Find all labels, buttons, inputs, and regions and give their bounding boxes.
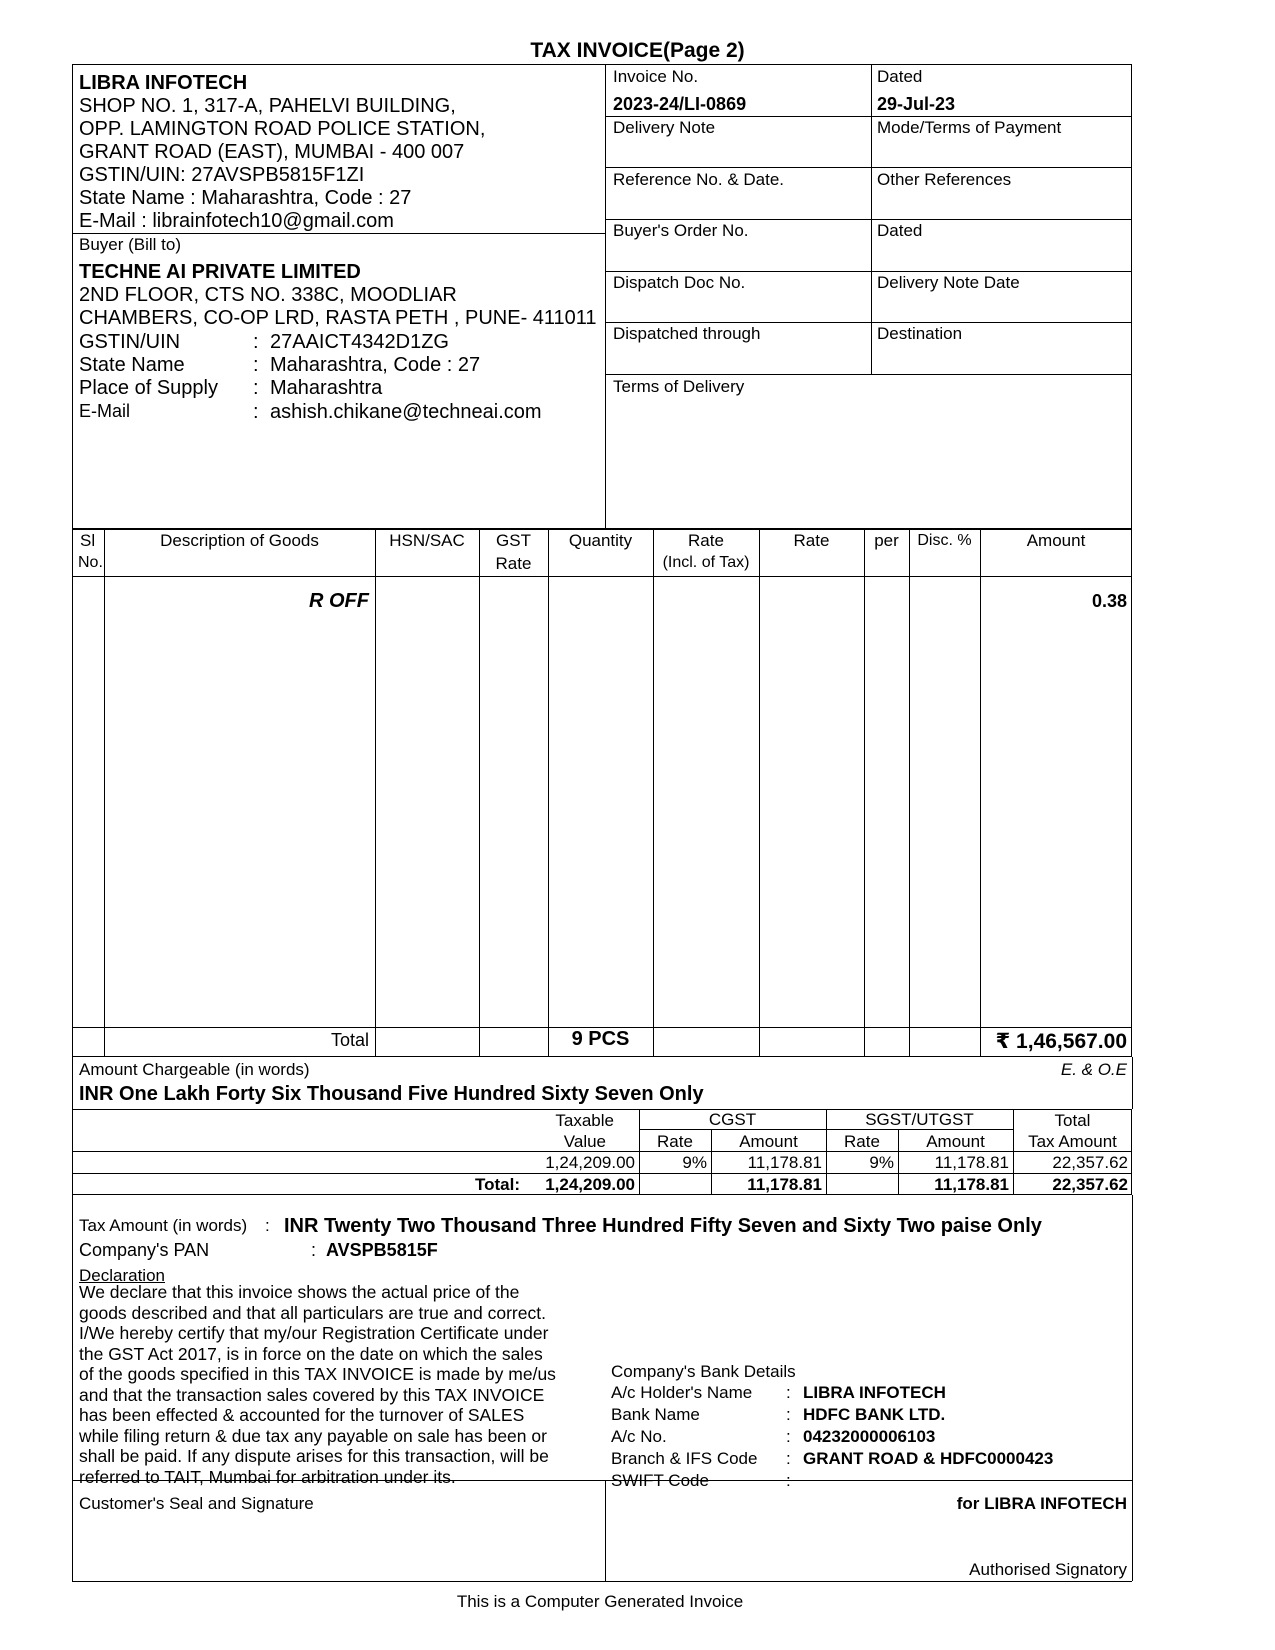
- total-tax-header-sub: Tax Amount: [1028, 1132, 1117, 1151]
- declaration-line: shall be paid. If any dispute arises for this transaction, will be: [79, 1446, 549, 1466]
- declaration-heading: Declaration: [79, 1266, 165, 1285]
- tax-total-label: Total:: [474, 1175, 520, 1194]
- buyer-email-value: ashish.chikane@techneai.com: [270, 401, 542, 423]
- total-tax-header: Total: [1054, 1111, 1091, 1130]
- declaration-line: referred to TAIT, Mumbai for arbitration under its.: [79, 1466, 456, 1487]
- bank-colon: :: [786, 1427, 791, 1446]
- page-title: TAX INVOICE(Page 2): [530, 39, 745, 62]
- cgst-rate-header: Rate: [657, 1132, 693, 1151]
- bank-value: HDFC BANK LTD.: [803, 1405, 946, 1424]
- taxable-value: 1,24,209.00: [545, 1153, 635, 1172]
- amount-words-value: INR One Lakh Forty Six Thousand Five Hundred Sixty Seven Only: [79, 1083, 704, 1105]
- seller-email: E-Mail : librainfotech10@gmail.com: [79, 210, 394, 232]
- declaration-line: has been effected & accounted for the turnover of SALES: [79, 1405, 525, 1425]
- col-rate: Rate: [793, 531, 830, 550]
- bank-label: SWIFT Code: [611, 1471, 709, 1490]
- seller-name: LIBRA INFOTECH: [79, 72, 248, 94]
- bank-colon: :: [786, 1471, 791, 1490]
- sgst-header: SGST/UTGST: [865, 1110, 974, 1129]
- col-sl: Sl: [80, 531, 96, 550]
- cgst-header: CGST: [708, 1110, 757, 1129]
- sgst-rate: 9%: [869, 1153, 894, 1172]
- seller-address-2: OPP. LAMINGTON ROAD POLICE STATION,: [79, 118, 486, 140]
- for-company-label: for LIBRA INFOTECH: [956, 1494, 1127, 1513]
- item-description: R OFF: [309, 590, 369, 612]
- buyer-colon: :: [253, 354, 259, 376]
- col-quantity: Quantity: [568, 531, 633, 550]
- delivery-note: Delivery Note: [613, 118, 716, 137]
- item-amount: 0.38: [1091, 591, 1127, 611]
- cgst-amount: 11,178.81: [747, 1153, 822, 1172]
- declaration-line: goods described and that all particulars are true and correct.: [79, 1302, 546, 1323]
- buyer-pos-label: Place of Supply: [79, 377, 218, 399]
- bank-value: 04232000006103: [803, 1427, 936, 1446]
- invoice-no-label: Invoice No.: [613, 67, 699, 86]
- cgst-rate: 9%: [682, 1153, 707, 1172]
- mode-terms: Mode/Terms of Payment: [877, 118, 1062, 137]
- sgst-rate-header: Rate: [844, 1132, 880, 1151]
- bank-colon: :: [786, 1383, 791, 1402]
- col-gst-rate: Rate: [495, 554, 532, 573]
- buyer-email-label: E-Mail: [79, 401, 131, 421]
- col-hsn: HSN/SAC: [389, 531, 465, 550]
- buyer-pos-value: Maharashtra: [270, 377, 383, 399]
- tax-total-cgst: 11,178.81: [747, 1175, 822, 1194]
- buyer-address-2: CHAMBERS, CO-OP LRD, RASTA PETH , PUNE- 411011: [79, 307, 597, 329]
- customer-seal-label: Customer's Seal and Signature: [79, 1494, 314, 1513]
- declaration-line: the GST Act 2017, is in force on the date on which the sales: [79, 1343, 543, 1364]
- seller-address-1: SHOP NO. 1, 317-A, PAHELVI BUILDING,: [79, 95, 456, 117]
- buyer-colon: :: [253, 377, 259, 399]
- pan-value: AVSPB5815F: [326, 1240, 438, 1260]
- bank-label: A/c Holder's Name: [611, 1383, 753, 1402]
- sgst-amount: 11,178.81: [934, 1153, 1009, 1172]
- col-description: Description of Goods: [160, 531, 319, 550]
- col-no: No.: [78, 554, 103, 571]
- declaration-line: and that the transaction sales covered by this TAX INVOICE: [79, 1384, 545, 1405]
- taxable-header: Taxable: [555, 1111, 614, 1130]
- col-disc: Disc. %: [917, 532, 972, 549]
- col-amount: Amount: [1026, 531, 1086, 550]
- buyers-order: Buyer's Order No.: [613, 221, 749, 240]
- total-quantity: 9 PCS: [571, 1028, 630, 1050]
- destination: Destination: [877, 324, 963, 343]
- buyer-state-label: State Name: [79, 354, 185, 376]
- footer-note: This is a Computer Generated Invoice: [456, 1592, 744, 1611]
- buyer-state-value: Maharashtra, Code : 27: [270, 354, 481, 376]
- buyer-name: TECHNE AI PRIVATE LIMITED: [79, 261, 361, 283]
- buyers-order-dated: Dated: [877, 221, 923, 240]
- declaration-text: [79, 1282, 599, 1487]
- declaration-line: I/We hereby certify that my/our Registration Certificate under: [79, 1323, 549, 1343]
- buyer-colon: :: [253, 331, 259, 353]
- col-per: per: [874, 531, 899, 550]
- sgst-amount-header: Amount: [926, 1132, 985, 1151]
- pan-colon: :: [311, 1240, 317, 1260]
- bank-colon: :: [786, 1405, 791, 1424]
- buyer-colon: :: [253, 401, 259, 423]
- seller-gstin: GSTIN/UIN: 27AVSPB5815F1ZI: [79, 164, 365, 186]
- reference-no: Reference No. & Date.: [613, 170, 785, 189]
- seller-state: State Name : Maharashtra, Code : 27: [79, 187, 412, 209]
- col-rate-incl: Rate: [688, 531, 724, 550]
- declaration-line: while filing return & due tax any payable on sale has been or: [79, 1425, 547, 1446]
- buyer-heading: Buyer (Bill to): [79, 235, 182, 254]
- declaration-line: We declare that this invoice shows the actual price of the: [79, 1282, 520, 1302]
- dated-value: 29-Jul-23: [877, 94, 956, 114]
- cgst-amount-header: Amount: [739, 1132, 798, 1151]
- bank-value: LIBRA INFOTECH: [803, 1383, 946, 1402]
- terms-of-delivery: Terms of Delivery: [613, 377, 745, 396]
- col-rate-incl-sub: (Incl. of Tax): [662, 554, 750, 571]
- tax-total-amount: 22,357.62: [1052, 1175, 1128, 1194]
- dated-label: Dated: [877, 67, 923, 86]
- invoice-no-value: 2023-24/LI-0869: [613, 94, 747, 114]
- tax-words-value: INR Twenty Two Thousand Three Hundred Fifty Seven and Sixty Two paise Only: [284, 1215, 1042, 1237]
- buyer-gstin-label: GSTIN/UIN: [79, 331, 181, 353]
- tax-total-sgst: 11,178.81: [934, 1175, 1009, 1194]
- tax-words-label: Tax Amount (in words): [79, 1216, 248, 1235]
- buyer-address-1: 2ND FLOOR, CTS NO. 338C, MOODLIAR: [79, 284, 457, 306]
- total-label: Total: [330, 1030, 369, 1050]
- bank-heading: Company's Bank Details: [611, 1362, 796, 1381]
- taxable-header-value: Value: [563, 1132, 606, 1151]
- declaration-line: of the goods specified in this TAX INVOICE is made by me/us: [79, 1364, 556, 1384]
- total-tax-amount: 22,357.62: [1052, 1153, 1128, 1172]
- amount-words-label: Amount Chargeable (in words): [79, 1060, 310, 1079]
- bank-colon: :: [786, 1449, 791, 1468]
- bank-label: Branch & IFS Code: [611, 1449, 758, 1468]
- authorised-signatory: Authorised Signatory: [969, 1560, 1127, 1579]
- bank-label: A/c No.: [611, 1427, 667, 1446]
- tax-total-taxable: 1,24,209.00: [545, 1175, 635, 1194]
- tax-words-colon: :: [265, 1216, 270, 1235]
- eoe-label: E. & O.E: [1060, 1060, 1127, 1079]
- col-gst: GST: [496, 531, 531, 550]
- pan-label: Company's PAN: [79, 1240, 210, 1260]
- seller-address-3: GRANT ROAD (EAST), MUMBAI - 400 007: [79, 141, 465, 163]
- delivery-note-date: Delivery Note Date: [877, 273, 1020, 292]
- bank-label: Bank Name: [611, 1405, 700, 1424]
- dispatched-through: Dispatched through: [613, 324, 761, 343]
- dispatch-doc: Dispatch Doc No.: [613, 273, 746, 292]
- total-amount: ₹ 1,46,567.00: [995, 1030, 1127, 1053]
- other-references: Other References: [877, 170, 1012, 189]
- bank-value: GRANT ROAD & HDFC0000423: [803, 1449, 1054, 1468]
- buyer-gstin-value: 27AAICT4342D1ZG: [270, 331, 449, 353]
